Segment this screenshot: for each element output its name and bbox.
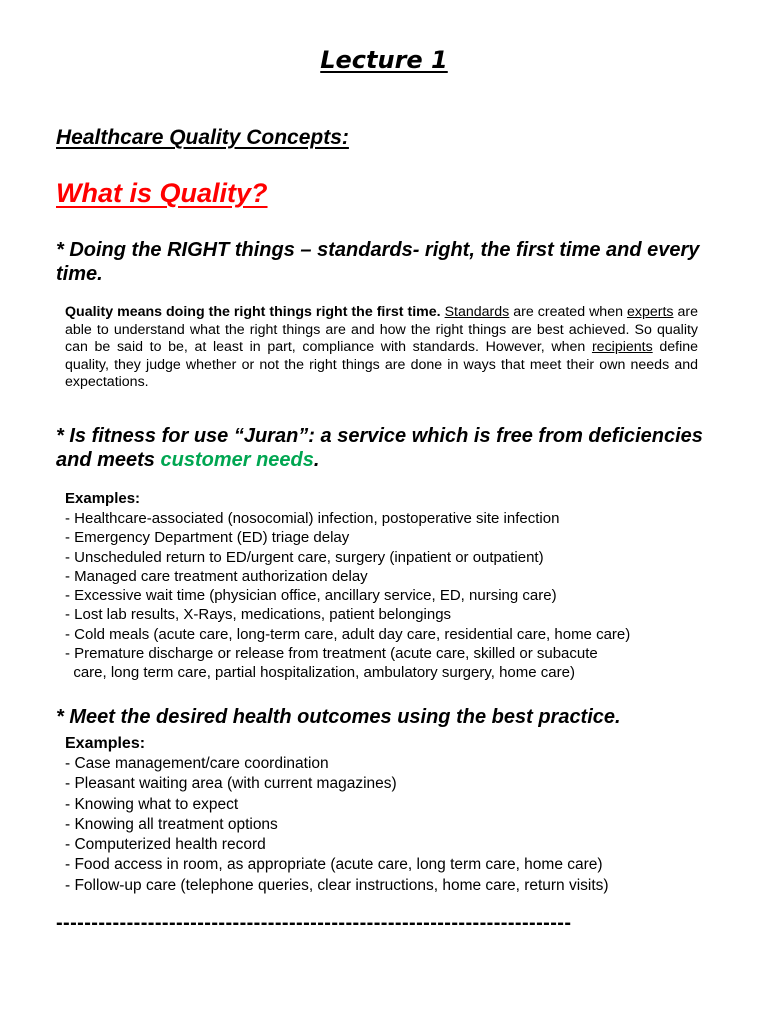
lecture-title: Lecture 1 <box>320 46 448 74</box>
list-item: - Emergency Department (ED) triage delay <box>65 529 350 547</box>
list-item: - Case management/care coordination <box>65 755 329 772</box>
word-experts: experts <box>626 304 674 320</box>
examples-list-1 <box>65 509 630 683</box>
paragraph-text-1: are created when <box>509 304 627 320</box>
separator-line: ------------------------------------------------------------------------- <box>56 912 572 934</box>
paragraph-text-2: are able to understand what the right things are and how the right things are best achieved. So quality can be said to be, at least in part, compliance with standards. However, when <box>65 304 698 356</box>
list-item: - Managed care treatment authorization delay <box>65 567 368 585</box>
list-item: care, long term care, partial hospitalization, ambulatory surgery, home care) <box>65 664 575 682</box>
list-item: - Follow-up care (telephone queries, clear instructions, home care, return visits) <box>65 876 609 894</box>
list-item: - Food access in room, as appropriate (acute care, long term care, home care) <box>65 856 603 874</box>
quality-definition-paragraph <box>65 304 698 392</box>
section-title: Healthcare Quality Concepts: <box>56 126 349 149</box>
paragraph-bold-lead: Quality means doing the right things right the first time. <box>65 304 441 320</box>
paragraph-text-3: define quality, they judge whether or not the right things are done in ways that meet their own needs and expectations. <box>65 339 698 391</box>
list-item: - Unscheduled return to ED/urgent care, surgery (inpatient or outpatient) <box>65 548 544 566</box>
list-item: - Lost lab results, X-Rays, medications, patient belongings <box>65 606 452 624</box>
examples-title: Examples: <box>65 490 141 507</box>
list-item: - Knowing what to expect <box>65 795 239 813</box>
word-recipients: recipients <box>591 339 653 356</box>
examples-title: Examples: <box>65 735 146 752</box>
examples-list-2 <box>65 754 609 896</box>
customer-needs-highlight: customer needs <box>160 449 314 471</box>
list-item: - Healthcare-associated (nosocomial) infection, postoperative site infection <box>65 510 560 527</box>
word-standards: Standards <box>444 304 510 320</box>
list-item: - Excessive wait time (physician office, ancillary service, ED, nursing care) <box>65 587 557 605</box>
list-item: - Cold meals (acute care, long-term care, adult day care, residential care, home care) <box>65 625 631 643</box>
list-item: - Pleasant waiting area (with current magazines) <box>65 775 397 793</box>
bullet2-prefix: * Is fitness for use “Juran”: a service which is free from deficiencies and meets <box>56 425 703 471</box>
examples-block-2 <box>65 733 609 896</box>
list-item: - Premature discharge or release from treatment (acute care, skilled or subacute <box>65 645 598 663</box>
bullet-fitness-for-use <box>56 424 726 472</box>
examples-block-1 <box>65 488 630 683</box>
bullet-right-things: * Doing the RIGHT things – standards- right, the first time and every time. <box>56 239 700 285</box>
bullet-health-outcomes: * Meet the desired health outcomes using the best practice. <box>56 706 621 728</box>
list-item: - Computerized health record <box>65 836 266 854</box>
bullet2-suffix: . <box>313 449 320 471</box>
question-heading: What is Quality? <box>56 178 268 208</box>
list-item: - Knowing all treatment options <box>65 815 278 833</box>
